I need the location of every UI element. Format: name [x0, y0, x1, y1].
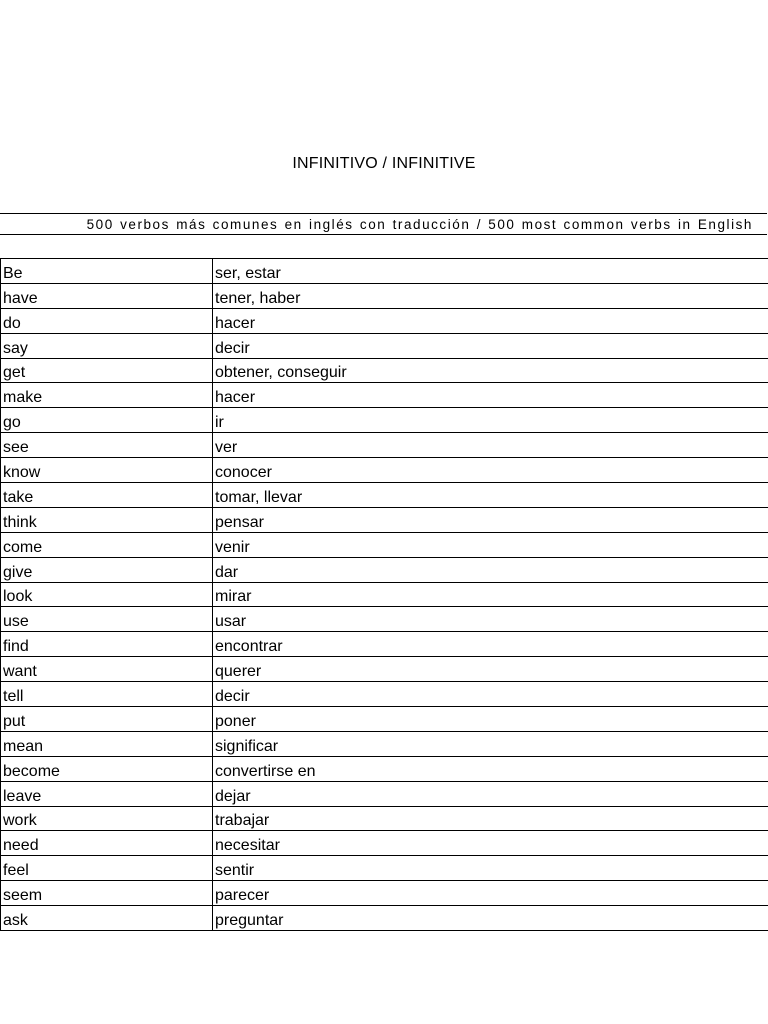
spanish-translation-cell: hacer — [213, 383, 768, 408]
table-row — [1, 259, 768, 284]
spanish-translation-cell: necesitar — [213, 831, 768, 856]
english-verb-cell: look — [1, 582, 213, 607]
table-row — [1, 532, 768, 557]
table-row — [1, 408, 768, 433]
table-row — [1, 507, 768, 532]
english-verb-cell: see — [1, 433, 213, 458]
english-verb-cell: have — [1, 283, 213, 308]
spanish-translation-cell: tomar, llevar — [213, 483, 768, 508]
spanish-translation-cell: dar — [213, 557, 768, 582]
table-row — [1, 433, 768, 458]
spanish-translation-cell: ver — [213, 433, 768, 458]
spanish-translation-cell: usar — [213, 607, 768, 632]
spanish-translation-cell: pensar — [213, 507, 768, 532]
spanish-translation-cell: tener, haber — [213, 283, 768, 308]
table-row — [1, 756, 768, 781]
english-verb-cell: use — [1, 607, 213, 632]
table-row — [1, 308, 768, 333]
table-row — [1, 582, 768, 607]
table-row — [1, 906, 768, 931]
english-verb-cell: come — [1, 532, 213, 557]
spanish-translation-cell: trabajar — [213, 806, 768, 831]
spanish-translation-cell: encontrar — [213, 632, 768, 657]
english-verb-cell: get — [1, 358, 213, 383]
english-verb-cell: tell — [1, 682, 213, 707]
english-verb-cell: ask — [1, 906, 213, 931]
english-verb-cell: become — [1, 756, 213, 781]
spanish-translation-cell: obtener, conseguir — [213, 358, 768, 383]
spanish-translation-cell: decir — [213, 682, 768, 707]
english-verb-cell: make — [1, 383, 213, 408]
verb-table — [0, 258, 768, 931]
spanish-translation-cell: ir — [213, 408, 768, 433]
table-row — [1, 831, 768, 856]
spanish-translation-cell: querer — [213, 657, 768, 682]
spanish-translation-cell: sentir — [213, 856, 768, 881]
english-verb-cell: need — [1, 831, 213, 856]
spanish-translation-cell: decir — [213, 333, 768, 358]
verb-table-body — [1, 259, 768, 931]
english-verb-cell: put — [1, 707, 213, 732]
english-verb-cell: work — [1, 806, 213, 831]
english-verb-cell: know — [1, 458, 213, 483]
spanish-translation-cell: dejar — [213, 781, 768, 806]
spanish-translation-cell: conocer — [213, 458, 768, 483]
table-row — [1, 707, 768, 732]
english-verb-cell: leave — [1, 781, 213, 806]
spanish-translation-cell: preguntar — [213, 906, 768, 931]
english-verb-cell: take — [1, 483, 213, 508]
subtitle-text: 500 verbos más comunes en inglés con traducción / 500 most common verbs in English — [86, 217, 753, 232]
english-verb-cell: give — [1, 557, 213, 582]
table-row — [1, 731, 768, 756]
table-row — [1, 358, 768, 383]
table-row — [1, 881, 768, 906]
english-verb-cell: do — [1, 308, 213, 333]
spanish-translation-cell: convertirse en — [213, 756, 768, 781]
spanish-translation-cell: venir — [213, 532, 768, 557]
spanish-translation-cell: hacer — [213, 308, 768, 333]
spanish-translation-cell: significar — [213, 731, 768, 756]
spanish-translation-cell: poner — [213, 707, 768, 732]
table-row — [1, 458, 768, 483]
table-row — [1, 607, 768, 632]
english-verb-cell: say — [1, 333, 213, 358]
table-row — [1, 682, 768, 707]
page-title: INFINITIVO / INFINITIVE — [292, 155, 476, 172]
table-row — [1, 283, 768, 308]
english-verb-cell: find — [1, 632, 213, 657]
subtitle-bar — [0, 213, 767, 235]
table-row — [1, 781, 768, 806]
table-row — [1, 856, 768, 881]
english-verb-cell: mean — [1, 731, 213, 756]
table-row — [1, 333, 768, 358]
table-row — [1, 806, 768, 831]
spanish-translation-cell: ser, estar — [213, 259, 768, 284]
english-verb-cell: feel — [1, 856, 213, 881]
english-verb-cell: seem — [1, 881, 213, 906]
english-verb-cell: think — [1, 507, 213, 532]
spanish-translation-cell: mirar — [213, 582, 768, 607]
table-row — [1, 483, 768, 508]
table-row — [1, 383, 768, 408]
table-row — [1, 557, 768, 582]
table-row — [1, 632, 768, 657]
english-verb-cell: want — [1, 657, 213, 682]
table-row — [1, 657, 768, 682]
spanish-translation-cell: parecer — [213, 881, 768, 906]
english-verb-cell: go — [1, 408, 213, 433]
english-verb-cell: Be — [1, 259, 213, 284]
